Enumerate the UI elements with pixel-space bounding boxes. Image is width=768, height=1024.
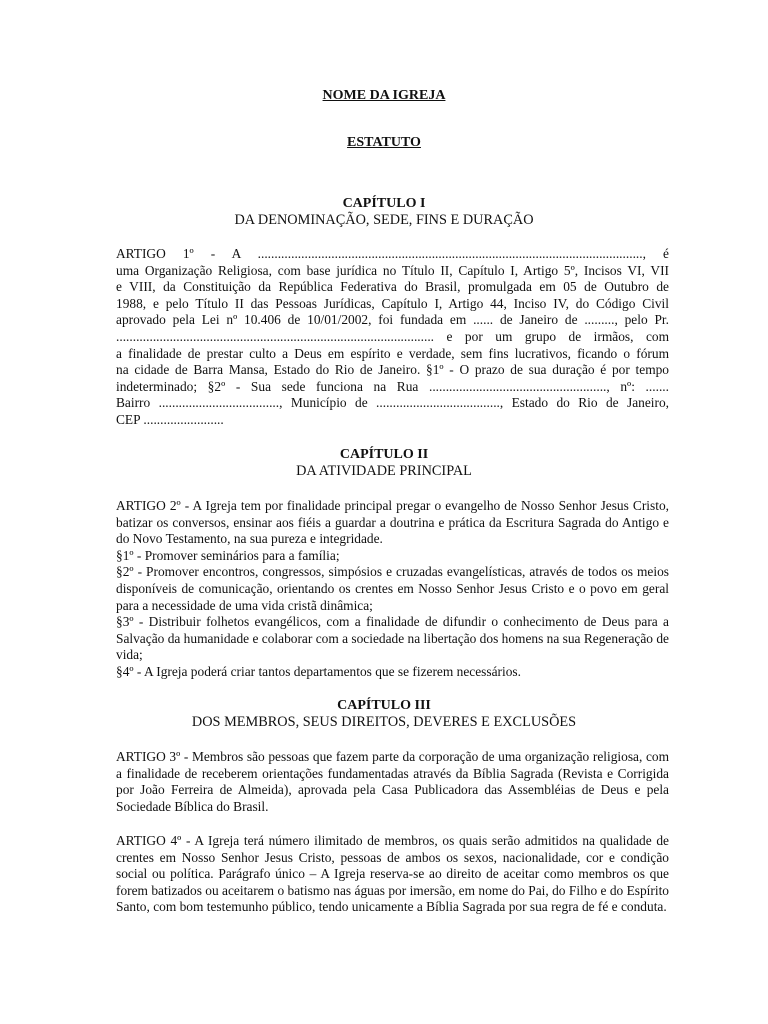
article-1-line: aprovado pela Lei nº 10.406 de 10/01/2002, foi fundada em ...... de Janeiro de ........., pelo Pr.	[116, 312, 669, 328]
article-1-line: a finalidade de prestar culto a Deus em espírito e verdade, sem fins lucrativos, ficando o fórum	[116, 345, 669, 361]
chapter-2-subtitle: DA ATIVIDADE PRINCIPAL	[296, 463, 472, 479]
chapter-1-subtitle: DA DENOMINAÇÃO, SEDE, FINS E DURAÇÃO	[234, 212, 534, 228]
chapter-3-subtitle: DOS MEMBROS, SEUS DIREITOS, DEVERES E EXCLUSÕES	[191, 714, 577, 730]
chapter-2-title: CAPÍTULO II	[339, 447, 429, 462]
paragraph-1: §1º - Promover seminários para a família;	[116, 547, 340, 563]
document-title: ESTATUTO	[347, 135, 421, 150]
article-3-block	[116, 749, 669, 815]
article-2-paragraph: ARTIGO 2º - A Igreja tem por finalidade principal pregar o evangelho de Nosso Senhor Jesus Cristo, batizar os conversos, ensinar aos fiéis a guardar a doutrina e prática da Escritura Sagrada do Antigo e do Novo Testamento, na sua pureza e integridade.	[116, 498, 669, 547]
article-1-line: ............................................................................................... e por um grupo de irmãos, com	[116, 328, 669, 344]
article-1-line: Bairro ...................................., Município de ....................................., Estado do Rio de Janeiro,	[116, 395, 669, 411]
article-2-block	[116, 498, 669, 681]
chapter-1-title: CAPÍTULO I	[342, 196, 426, 211]
church-name-heading: NOME DA IGREJA	[322, 88, 446, 103]
chapter-3-title: CAPÍTULO III	[337, 698, 431, 713]
article-1-line: e VIII, da Constituição da República Federativa do Brasil, promulgada em 05 de Outubro de	[116, 279, 669, 295]
paragraph-2: §2º - Promover encontros, congressos, simpósios e cruzadas evangelísticas, através de todos os meios disponíveis de comunicação, orientando os crentes em Nosso Senhor Jesus Cristo e o povo em geral para a necessidade de uma vida cristã dinâmica;	[116, 564, 669, 613]
paragraph-4: §4º - A Igreja poderá criar tantos departamentos que se fizerem necessários.	[116, 663, 521, 679]
article-4-paragraph: ARTIGO 4º - A Igreja terá número ilimitado de membros, os quais serão admitidos na qualidade de crentes em Nosso Senhor Jesus Cristo, pessoas de ambos os sexos, nacionalidade, cor e condição social ou política. Parágrafo único – A Igreja reserva-se ao direito de aceitar como membros os que forem batizados ou aceitarem o batismo nas águas por imersão, em nome do Pai, do Filho e do Espírito Santo, com bom testemunho público, tendo unicamente a Bíblia Sagrada por sua regra de fé e conduta.	[116, 833, 669, 915]
article-1-line: 1988, e pelo Título II das Pessoas Jurídicas, Capítulo I, Artigo 44, Inciso IV, do Código Civil	[116, 295, 669, 311]
article-1-line: indeterminado; §2º - Sua sede funciona na Rua ....................................................., nº: .......	[116, 378, 669, 394]
article-1-line: CEP ........................	[116, 411, 224, 427]
article-3-paragraph: ARTIGO 3º - Membros são pessoas que fazem parte da corporação de uma organização religiosa, com a finalidade de receberem orientações fundamentadas através da Bíblia Sagrada (Revista e Corrigida por João Ferreira de Almeida), aprovada pela Casa Publicadora das Assembléias de Deus e pela Sociedade Bíblica do Brasil.	[116, 749, 669, 814]
article-1-block	[116, 246, 669, 429]
article-1-line: ARTIGO 1º - A ..................................................................................................................., é	[116, 246, 669, 261]
paragraph-3: §3º - Distribuir folhetos evangélicos, com a finalidade de difundir o conhecimento de Deus para a Salvação da humanidade e colaborar com a sociedade na libertação dos homens na sua Regeneração de vida;	[116, 614, 669, 663]
article-1-line: na cidade de Barra Mansa, Estado do Rio de Janeiro. §1º - O prazo de sua duração é por tempo	[116, 362, 669, 378]
article-1-line: uma Organização Religiosa, com base jurídica no Título II, Capítulo I, Artigo 5º, Incisos VI, VII	[116, 262, 669, 278]
article-4-block	[116, 833, 669, 916]
